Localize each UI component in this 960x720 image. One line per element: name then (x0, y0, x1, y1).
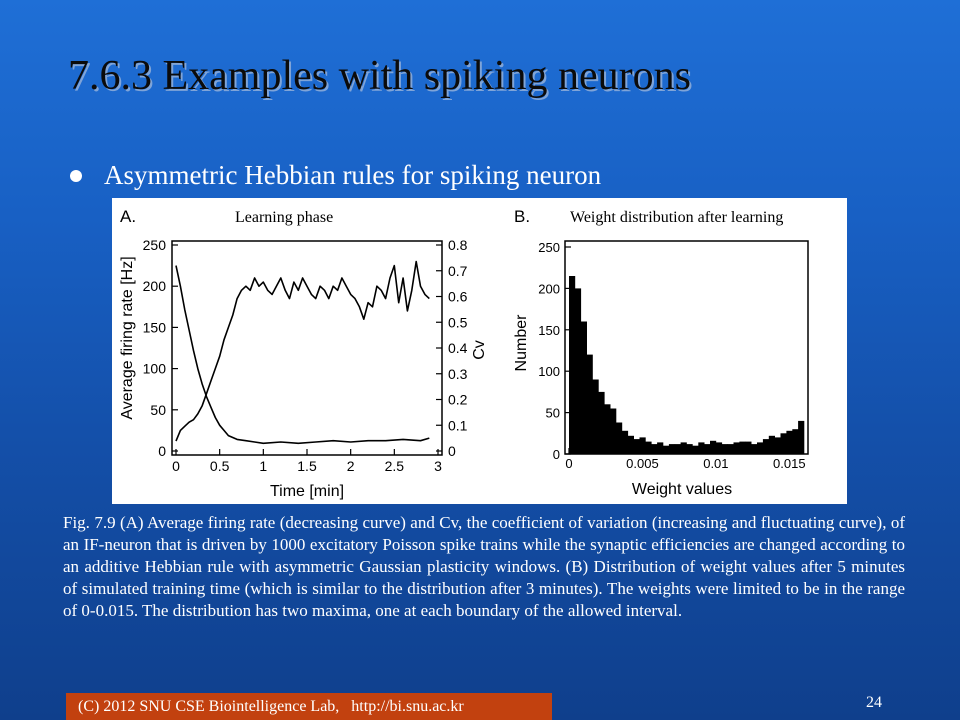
panel-a-ytick-left-label: 150 (142, 319, 166, 336)
histogram-bar (775, 437, 781, 454)
panel-a-xtick-label: 2 (346, 458, 355, 474)
histogram-bar (657, 442, 663, 454)
panel-a-xtick-label: 2.5 (384, 458, 405, 474)
panel-b-ylabel: Number (513, 314, 530, 372)
histogram-bar (734, 442, 740, 454)
histogram-bar (728, 444, 734, 454)
histogram-bar (798, 421, 804, 454)
panel-b-ytick-label: 50 (545, 405, 560, 421)
panel-a-xtick-label: 0 (172, 458, 180, 474)
panel-b-xtick-label: 0.015 (773, 456, 806, 471)
panel-a-ytick-left-label: 100 (142, 360, 166, 377)
histogram-bar (663, 446, 669, 454)
panel-a-ytick-right-label: 0.2 (448, 391, 468, 408)
histogram-bar (604, 404, 610, 454)
panel-b-xtick-label: 0.005 (626, 456, 659, 471)
histogram-bar (569, 276, 575, 454)
histogram-bar (645, 442, 651, 454)
histogram-bar (651, 444, 657, 454)
histogram-bar (745, 442, 751, 454)
panel-a-ytick-left-label: 200 (142, 278, 166, 295)
panel-a-cv-curve (176, 266, 429, 444)
panel-b-ytick-label: 0 (552, 447, 560, 462)
page-number: 24 (866, 694, 882, 711)
panel-a-ytick-right-label: 0.5 (448, 314, 468, 331)
panel-b-xlabel: Weight values (631, 481, 733, 498)
panel-b-letter: B. (514, 207, 531, 226)
histogram-bar (722, 444, 728, 454)
histogram-bar (792, 429, 798, 454)
panel-a-xlabel: Time [min] (269, 483, 345, 500)
histogram-bar (692, 446, 698, 454)
histogram-bar (687, 444, 693, 454)
histogram-bar (628, 436, 634, 454)
panel-a-ytick-right-label: 0.4 (448, 340, 468, 356)
histogram-bar (669, 444, 675, 454)
panel-b-ytick-label: 200 (538, 281, 560, 297)
panel-a-xtick-label: 3 (434, 458, 442, 474)
footer-text: (C) 2012 SNU CSE Biointelligence Lab, http://bi.snu.ac.kr (78, 697, 464, 715)
histogram-bar (598, 392, 604, 454)
histogram-bar (769, 436, 775, 454)
histogram-bar (763, 439, 769, 454)
panel-a-letter: A. (120, 207, 137, 226)
panel-b-title: Weight distribution after learning (570, 209, 784, 226)
bullet-dot-icon (70, 170, 82, 182)
histogram-bar (675, 444, 681, 454)
figure-svg (112, 198, 847, 504)
panel-a-ylabel-right: Cv (471, 340, 488, 360)
panel-b-ytick-label: 150 (538, 322, 560, 338)
panel-a-frame (172, 241, 442, 455)
bullet-item (70, 160, 601, 191)
histogram-bar (622, 431, 628, 454)
panel-a-ytick-right-label: 0 (448, 443, 456, 459)
panel-a-ytick-right-label: 0.1 (448, 417, 468, 434)
figure-caption: Fig. 7.9 (A) Average firing rate (decreasing curve) and Cv, the coefficient of variation (increasing and fluctuating curve), of an IF-neuron that is driven by 1000 excitatory Poisson spike trains while the synaptic efficiencies are changed according to an additive Hebbian rule with asymmetric Gaussian plasticity windows. (B) Distribution of weight values after 5 minutes of simulated training time (which is similar to the distribution after 3 minutes). The weights were limited to be in the range of 0-0.015. The distribution has two maxima, one at each boundary of the allowed interval. (63, 513, 905, 620)
panel-b-plot (538, 240, 805, 471)
panel-a-plot (143, 237, 468, 474)
histogram-bar (710, 441, 716, 454)
panel-a-ytick-right-label: 0.7 (448, 262, 468, 279)
histogram-bar (751, 444, 757, 454)
histogram-bar (704, 444, 710, 454)
histogram-bar (634, 439, 640, 454)
panel-b-ytick-label: 250 (538, 240, 560, 255)
panel-b-xtick-label: 0.01 (703, 456, 729, 471)
panel-a-xtick-label: 1.5 (297, 458, 317, 474)
histogram-bar (698, 442, 704, 454)
panel-b-ytick-label: 100 (538, 364, 560, 380)
panel-a-ytick-left-label: 50 (150, 401, 166, 418)
panel-a-ytick-right-label: 0.8 (448, 237, 468, 253)
histogram-bar (716, 442, 722, 454)
footer-bar (66, 693, 552, 720)
histogram-bar (739, 442, 745, 454)
panel-a-title: Learning phase (235, 209, 334, 226)
histogram-bar (581, 322, 587, 455)
panel-a-xtick-label: 0.5 (209, 458, 230, 474)
panel-a-ytick-right-label: 0.6 (448, 288, 468, 305)
panel-a-ytick-left-label: 0 (158, 443, 166, 459)
figure-panel (112, 198, 847, 504)
histogram-bar (587, 355, 593, 454)
histogram-bar (757, 442, 763, 454)
panel-a-ytick-right-label: 0.3 (448, 365, 468, 382)
bullet-text: Asymmetric Hebbian rules for spiking neuron (104, 160, 602, 190)
panel-b-xtick-label: 0 (565, 456, 573, 471)
histogram-bar (781, 433, 787, 454)
panel-a-ytick-left-label: 250 (142, 237, 166, 253)
panel-a-ylabel-left: Average firing rate [Hz] (119, 256, 136, 420)
panel-a-xtick-label: 1 (259, 458, 268, 474)
histogram-bar (681, 442, 687, 454)
histogram-bar (616, 423, 622, 455)
histogram-bar (593, 380, 599, 455)
histogram-bar (575, 288, 581, 454)
slide-title: 7.6.3 Examples with spiking neurons (68, 53, 691, 99)
histogram-bar (610, 409, 616, 455)
